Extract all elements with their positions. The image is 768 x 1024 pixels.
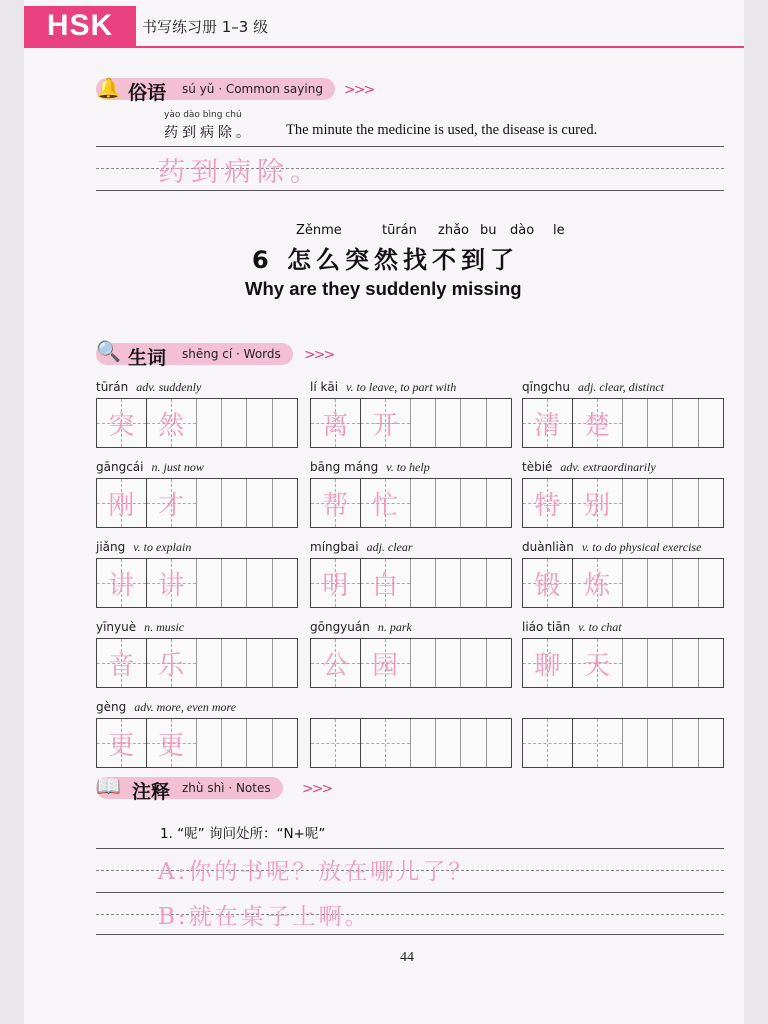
- practice-cell: [460, 719, 485, 767]
- writing-grid: [310, 638, 512, 688]
- trace-character: 别: [584, 491, 611, 521]
- trace-character: 更: [108, 731, 135, 761]
- vocab-entry: [96, 380, 298, 450]
- trace-cell: [146, 719, 196, 767]
- vocab-pinyin: tūrán: [96, 380, 129, 394]
- trace-character: 开: [372, 411, 399, 441]
- practice-cell: [698, 479, 723, 527]
- vocab-label: [96, 460, 204, 475]
- vocab-pinyin: gèng: [96, 700, 127, 714]
- vocab-definition: n. just now: [151, 460, 204, 474]
- trace-character: 刚: [108, 491, 135, 521]
- trace-character: 突: [108, 411, 135, 441]
- practice-cell: [246, 399, 271, 447]
- lesson-pinyin: dào: [510, 223, 535, 238]
- vocab-label: [310, 460, 430, 475]
- trace-cell: [311, 719, 360, 767]
- trace-character: 讲: [158, 571, 185, 601]
- practice-cell: [486, 399, 511, 447]
- lesson-pinyin: tūrán: [382, 223, 417, 238]
- writing-grid: [522, 478, 724, 528]
- vocab-definition: adv. extraordinarily: [560, 460, 656, 474]
- practice-cell: [246, 479, 271, 527]
- practice-cell: [410, 479, 435, 527]
- writing-grid: [96, 478, 298, 528]
- saying-text-cn: 药到病除。: [164, 125, 254, 141]
- vocab-label: [522, 700, 530, 715]
- practice-cell: [272, 559, 297, 607]
- trace-character: 帮: [322, 491, 349, 521]
- saying-title: 俗语: [128, 82, 167, 104]
- practice-cell: [435, 399, 460, 447]
- practice-cell: [460, 639, 485, 687]
- vocab-entry: [310, 380, 512, 450]
- trace-character: 才: [158, 491, 185, 521]
- trace-cell: [523, 559, 572, 607]
- notes-label: zhù shì · Notes: [182, 781, 271, 795]
- practice-cell: [622, 399, 647, 447]
- trace-cell: [311, 639, 360, 687]
- trace-character: 园: [372, 651, 399, 681]
- practice-cell: [647, 479, 672, 527]
- practice-cell: [435, 719, 460, 767]
- practice-cell: [698, 639, 723, 687]
- practice-cell: [410, 399, 435, 447]
- trace-cell: [523, 719, 572, 767]
- trace-character: 乐: [158, 651, 185, 681]
- practice-cell: [272, 479, 297, 527]
- notes-arrows: >>>: [302, 781, 332, 797]
- practice-cell: [196, 559, 221, 607]
- page-number: 44: [400, 950, 414, 965]
- vocab-entry: [310, 620, 512, 690]
- writing-line: [96, 892, 724, 893]
- vocab-pinyin: yīnyuè: [96, 620, 137, 634]
- vocab-label: [96, 540, 191, 555]
- vocab-pinyin: qīngchu: [522, 380, 570, 394]
- practice-cell: [410, 639, 435, 687]
- writing-grid: [96, 638, 298, 688]
- vocab-definition: n. park: [377, 620, 412, 634]
- practice-cell: [196, 479, 221, 527]
- vocab-label: [310, 540, 413, 555]
- note-item: 1. “呢” 询问处所：“N+呢”: [160, 826, 326, 842]
- trace-character: 讲: [108, 571, 135, 601]
- vocab-definition: v. to help: [386, 460, 430, 474]
- saying-label: sú yǔ · Common saying: [182, 82, 323, 96]
- practice-cell: [698, 399, 723, 447]
- trace-character: 白: [372, 571, 399, 601]
- trace-cell: [572, 719, 622, 767]
- practice-cell: [647, 639, 672, 687]
- lesson-pinyin: le: [553, 223, 565, 238]
- writing-line: [96, 146, 724, 147]
- practice-cell: [272, 399, 297, 447]
- practice-cell: [698, 719, 723, 767]
- trace-character: 公: [322, 651, 349, 681]
- words-title: 生词: [128, 347, 167, 369]
- bell-icon: 🔔: [96, 76, 121, 100]
- vocab-entry: [96, 700, 298, 770]
- trace-cell: [360, 479, 410, 527]
- vocab-label: [522, 460, 656, 475]
- vocab-entry: [522, 540, 724, 610]
- trace-character: 离: [322, 411, 349, 441]
- practice-cell: [672, 399, 697, 447]
- vocab-label: [522, 620, 622, 635]
- practice-cell: [196, 399, 221, 447]
- vocab-label: [310, 620, 412, 635]
- trace-cell: [311, 399, 360, 447]
- practice-cell: [672, 639, 697, 687]
- note-trace-b: B:就在桌子上啊。: [158, 904, 371, 930]
- practice-cell: [246, 719, 271, 767]
- book-icon: 📖: [96, 774, 121, 798]
- vocab-label: [96, 620, 184, 635]
- writing-grid: [96, 398, 298, 448]
- practice-cell: [221, 639, 246, 687]
- trace-cell: [523, 479, 572, 527]
- magnifier-icon: 🔍: [96, 339, 121, 363]
- vocab-definition: adj. clear, distinct: [577, 380, 664, 394]
- practice-cell: [410, 719, 435, 767]
- practice-cell: [460, 399, 485, 447]
- lesson-subtitle: Why are they suddenly missing: [245, 278, 522, 299]
- writing-line: [96, 934, 724, 935]
- practice-cell: [272, 719, 297, 767]
- practice-cell: [196, 639, 221, 687]
- trace-cell: [146, 399, 196, 447]
- trace-cell: [146, 479, 196, 527]
- words-arrows: >>>: [304, 347, 334, 363]
- practice-cell: [196, 719, 221, 767]
- trace-cell: [97, 399, 146, 447]
- vocab-pinyin: liáo tiān: [522, 620, 571, 634]
- trace-cell: [572, 479, 622, 527]
- practice-cell: [246, 639, 271, 687]
- writing-grid: [310, 718, 512, 768]
- saying-pinyin: yào dào bìng chú: [164, 110, 242, 120]
- trace-cell: [146, 559, 196, 607]
- vocab-label: [522, 540, 701, 555]
- vocab-definition: adv. suddenly: [136, 380, 202, 394]
- vocab-label: [522, 380, 664, 395]
- writing-grid: [96, 718, 298, 768]
- vocab-entry: [522, 380, 724, 450]
- header-divider: [24, 46, 744, 48]
- trace-character: 炼: [584, 571, 611, 601]
- vocab-entry: [310, 700, 512, 770]
- trace-character: 然: [158, 411, 185, 441]
- practice-cell: [272, 639, 297, 687]
- trace-cell: [572, 559, 622, 607]
- notes-title: 注释: [132, 781, 171, 803]
- note-trace-a: A:你的书呢？放在哪儿了？: [158, 859, 475, 885]
- vocab-definition: adj. clear: [366, 540, 413, 554]
- vocab-pinyin: bāng máng: [310, 460, 379, 474]
- writing-grid: [96, 558, 298, 608]
- vocab-pinyin: tèbié: [522, 460, 553, 474]
- trace-cell: [523, 639, 572, 687]
- trace-cell: [360, 399, 410, 447]
- practice-cell: [622, 639, 647, 687]
- practice-cell: [221, 559, 246, 607]
- lesson-pinyin: Zěnme: [296, 223, 342, 238]
- notes-pill: [96, 777, 283, 799]
- saying-arrows: >>>: [344, 82, 374, 98]
- vocab-label: [310, 700, 318, 715]
- vocab-definition: n. music: [144, 620, 185, 634]
- practice-cell: [410, 559, 435, 607]
- trace-character: 特: [534, 491, 561, 521]
- vocab-entry: [96, 540, 298, 610]
- lesson-title: 6 怎么突然找不到了: [252, 246, 520, 274]
- writing-grid: [310, 558, 512, 608]
- trace-cell: [572, 639, 622, 687]
- words-pill: [96, 343, 293, 365]
- practice-cell: [486, 559, 511, 607]
- writing-line: [96, 848, 724, 849]
- lesson-pinyin: bu: [480, 223, 497, 238]
- trace-cell: [97, 639, 146, 687]
- practice-cell: [246, 559, 271, 607]
- vocab-definition: v. to do physical exercise: [581, 540, 702, 554]
- vocab-definition: v. to leave, to part with: [346, 380, 457, 394]
- practice-cell: [435, 639, 460, 687]
- practice-cell: [622, 559, 647, 607]
- words-label: shēng cí · Words: [182, 347, 281, 361]
- writing-grid: [522, 718, 724, 768]
- trace-cell: [360, 719, 410, 767]
- vocab-pinyin: míngbai: [310, 540, 359, 554]
- vocab-pinyin: gāngcái: [96, 460, 144, 474]
- trace-cell: [311, 559, 360, 607]
- trace-cell: [146, 639, 196, 687]
- trace-character: 天: [584, 651, 611, 681]
- vocab-entry: [522, 700, 724, 770]
- practice-cell: [672, 559, 697, 607]
- trace-cell: [360, 639, 410, 687]
- writing-grid: [522, 638, 724, 688]
- trace-character: 楚: [584, 411, 611, 441]
- practice-cell: [647, 559, 672, 607]
- trace-character: 忙: [372, 491, 399, 521]
- trace-character: 聊: [534, 651, 561, 681]
- practice-cell: [221, 399, 246, 447]
- practice-cell: [622, 719, 647, 767]
- book-title: 书写练习册 1–3 级: [142, 18, 269, 36]
- trace-character: 明: [322, 571, 349, 601]
- vocab-entry: [522, 460, 724, 530]
- trace-cell: [97, 559, 146, 607]
- vocab-entry: [96, 460, 298, 530]
- lesson-pinyin: zhǎo: [438, 223, 469, 238]
- writing-grid: [310, 478, 512, 528]
- practice-cell: [435, 479, 460, 527]
- vocab-label: [96, 700, 236, 715]
- hsk-logo: HSK: [24, 6, 136, 46]
- trace-cell: [360, 559, 410, 607]
- vocab-pinyin: lí kāi: [310, 380, 339, 394]
- trace-cell: [523, 399, 572, 447]
- saying-text-en: The minute the medicine is used, the disease is cured.: [286, 122, 598, 138]
- vocab-pinyin: gōngyuán: [310, 620, 370, 634]
- trace-character: 音: [108, 651, 135, 681]
- practice-cell: [221, 479, 246, 527]
- practice-cell: [647, 399, 672, 447]
- writing-grid: [522, 398, 724, 448]
- vocab-pinyin: jiǎng: [96, 540, 126, 554]
- vocab-entry: [96, 620, 298, 690]
- practice-cell: [435, 559, 460, 607]
- saying-trace: 药到病除。: [158, 157, 323, 188]
- practice-cell: [622, 479, 647, 527]
- practice-cell: [486, 719, 511, 767]
- trace-cell: [97, 719, 146, 767]
- practice-cell: [486, 479, 511, 527]
- vocab-entry: [522, 620, 724, 690]
- practice-cell: [460, 559, 485, 607]
- vocab-entry: [310, 540, 512, 610]
- practice-cell: [672, 719, 697, 767]
- vocab-pinyin: duànliàn: [522, 540, 574, 554]
- writing-grid: [310, 398, 512, 448]
- practice-cell: [221, 719, 246, 767]
- vocab-label: [96, 380, 201, 395]
- vocab-definition: v. to explain: [133, 540, 192, 554]
- trace-character: 锻: [534, 571, 561, 601]
- trace-cell: [572, 399, 622, 447]
- practice-cell: [672, 479, 697, 527]
- practice-cell: [486, 639, 511, 687]
- vocab-definition: v. to chat: [578, 620, 622, 634]
- practice-cell: [460, 479, 485, 527]
- vocab-definition: adv. more, even more: [134, 700, 237, 714]
- trace-cell: [97, 479, 146, 527]
- practice-cell: [647, 719, 672, 767]
- vocab-entry: [310, 460, 512, 530]
- writing-grid: [522, 558, 724, 608]
- trace-character: 更: [158, 731, 185, 761]
- practice-cell: [698, 559, 723, 607]
- vocab-label: [310, 380, 456, 395]
- trace-character: 清: [534, 411, 561, 441]
- trace-cell: [311, 479, 360, 527]
- writing-line: [96, 190, 724, 191]
